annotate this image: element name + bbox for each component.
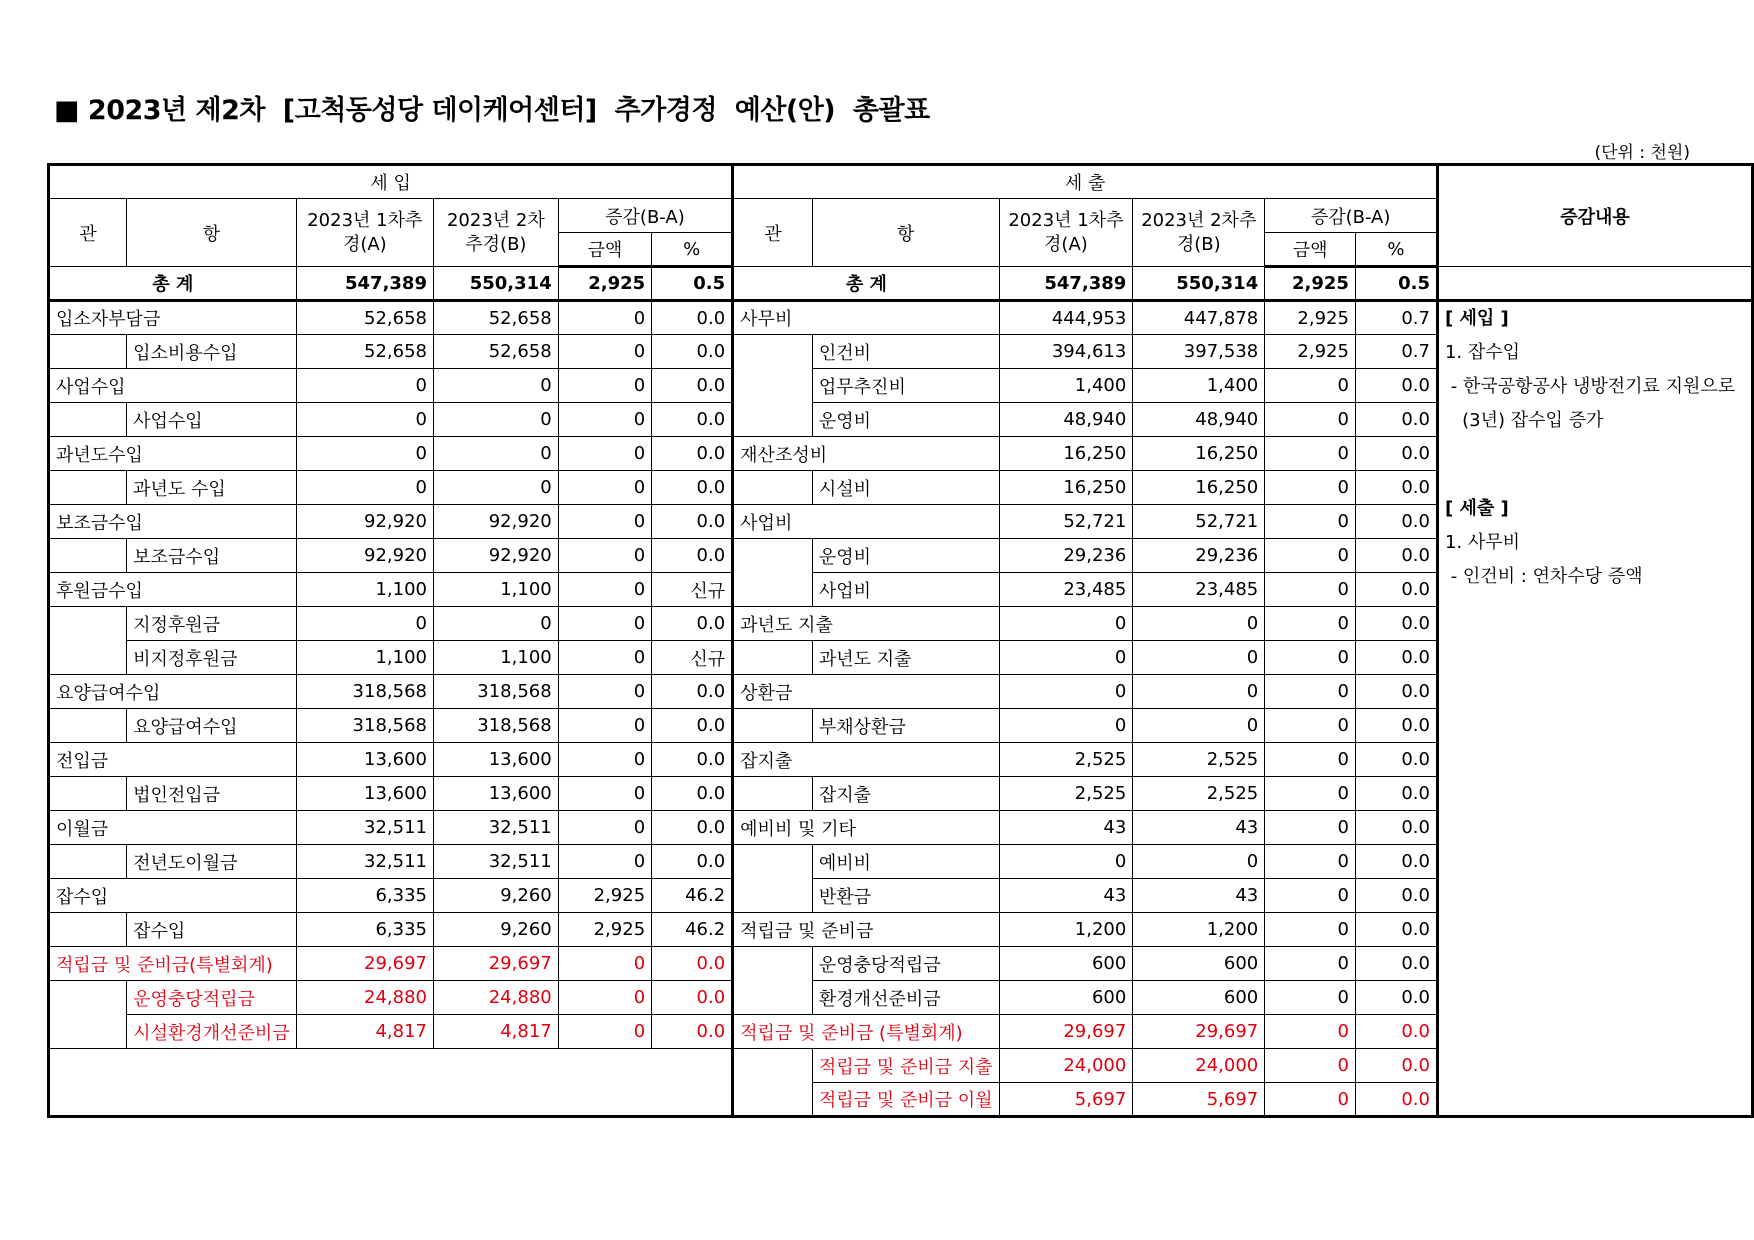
expense-total-diff: 2,925 <box>1265 267 1356 301</box>
expense-diff-cell: 0 <box>1265 675 1356 709</box>
total-row <box>49 267 1753 301</box>
income-b-cell: 52,658 <box>433 335 558 369</box>
expense-pct-cell: 0.0 <box>1355 777 1437 811</box>
expense-diff-cell: 0 <box>1265 981 1356 1015</box>
expense-pct-cell: 0.0 <box>1355 1015 1437 1049</box>
income-b-cell: 32,511 <box>433 845 558 879</box>
expense-gwan-empty <box>733 1049 813 1117</box>
income-a-cell: 0 <box>296 607 433 641</box>
expense-pct-cell: 0.0 <box>1355 811 1437 845</box>
notes-expense-desc: - 인건비 : 연차수당 증액 <box>1444 566 1643 587</box>
expense-gwan-empty <box>733 641 813 675</box>
expense-a-cell: 24,000 <box>999 1049 1133 1083</box>
expense-pct-cell: 0.7 <box>1355 301 1437 335</box>
income-pct-cell: 0.0 <box>652 845 733 879</box>
expense-diff-cell: 0 <box>1265 505 1356 539</box>
income-gwan-empty <box>49 777 127 811</box>
income-b-cell: 4,817 <box>433 1015 558 1049</box>
income-diff-cell: 2,925 <box>558 913 651 947</box>
total-notes-cell <box>1437 267 1752 301</box>
expense-diff-cell: 2,925 <box>1265 335 1356 369</box>
expense-a-cell: 0 <box>999 675 1133 709</box>
income-b-cell: 0 <box>433 437 558 471</box>
expense-diff-cell: 2,925 <box>1265 301 1356 335</box>
income-gwan-empty <box>49 845 127 879</box>
income-a-cell: 32,511 <box>296 811 433 845</box>
expense-gwan-empty <box>733 539 813 607</box>
income-hang-cell: 잡수입 <box>127 913 297 947</box>
income-gwan-empty <box>49 539 127 573</box>
income-b-cell: 92,920 <box>433 505 558 539</box>
expense-diff-cell: 0 <box>1265 1049 1356 1083</box>
expense-b-cell: 48,940 <box>1133 403 1265 437</box>
income-diff-cell: 0 <box>558 607 651 641</box>
income-a-cell: 92,920 <box>296 539 433 573</box>
income-a-cell: 6,335 <box>296 879 433 913</box>
income-gwan-cell: 사업수입 <box>49 369 297 403</box>
expense-diff-header: 증감(B-A) <box>1265 199 1438 233</box>
expense-b-cell: 43 <box>1133 811 1265 845</box>
income-diff-cell: 2,925 <box>558 879 651 913</box>
income-pct-cell: 0.0 <box>652 403 733 437</box>
income-pct-cell: 0.0 <box>652 709 733 743</box>
expense-b-cell: 0 <box>1133 675 1265 709</box>
income-pct-cell: 0.0 <box>652 811 733 845</box>
expense-gwan-cell: 적립금 및 준비금 (특별회계) <box>733 1015 999 1049</box>
income-diff-header: 증감(B-A) <box>558 199 732 233</box>
expense-diff-cell: 0 <box>1265 777 1356 811</box>
income-b-cell: 9,260 <box>433 913 558 947</box>
income-pct-cell: 46.2 <box>652 913 733 947</box>
income-gwan-cell: 잡수입 <box>49 879 297 913</box>
expense-hang-cell: 환경개선준비금 <box>812 981 999 1015</box>
expense-b-cell: 52,721 <box>1133 505 1265 539</box>
expense-col-b-header: 2023년 2차추경(B) <box>1133 199 1265 267</box>
expense-hang-cell: 운영비 <box>812 539 999 573</box>
income-a-cell: 318,568 <box>296 675 433 709</box>
expense-hang-cell: 인건비 <box>812 335 999 369</box>
income-total-pct: 0.5 <box>652 267 733 301</box>
expense-gwan-cell: 사업비 <box>733 505 999 539</box>
expense-header: 세 출 <box>733 165 1438 199</box>
income-hang-cell: 사업수입 <box>127 403 297 437</box>
income-col-b-header: 2023년 2차추경(B) <box>433 199 558 267</box>
expense-hang-cell: 잡지출 <box>812 777 999 811</box>
expense-gwan-cell: 잡지출 <box>733 743 999 777</box>
expense-b-cell: 23,485 <box>1133 573 1265 607</box>
expense-pct-cell: 0.0 <box>1355 437 1437 471</box>
expense-a-cell: 2,525 <box>999 777 1133 811</box>
income-a-cell: 13,600 <box>296 743 433 777</box>
expense-hang-cell: 적립금 및 준비금 이월 <box>812 1083 999 1117</box>
expense-gwan-empty <box>733 947 813 1015</box>
income-diff-cell: 0 <box>558 743 651 777</box>
income-diff-cell: 0 <box>558 675 651 709</box>
income-pct-cell: 0.0 <box>652 471 733 505</box>
expense-pct-cell: 0.0 <box>1355 981 1437 1015</box>
expense-a-cell: 48,940 <box>999 403 1133 437</box>
expense-pct-cell: 0.0 <box>1355 675 1437 709</box>
expense-a-cell: 0 <box>999 709 1133 743</box>
income-b-cell: 318,568 <box>433 709 558 743</box>
income-diff-cell: 0 <box>558 573 651 607</box>
income-diff-cell: 0 <box>558 539 651 573</box>
income-b-cell: 1,100 <box>433 641 558 675</box>
income-hang-cell: 입소비용수입 <box>127 335 297 369</box>
expense-pct-cell: 0.0 <box>1355 1083 1437 1117</box>
income-b-cell: 0 <box>433 607 558 641</box>
expense-a-cell: 23,485 <box>999 573 1133 607</box>
income-pct-cell: 신규 <box>652 641 733 675</box>
expense-hang-cell: 운영충당적립금 <box>812 947 999 981</box>
income-header: 세 입 <box>49 165 733 199</box>
income-a-cell: 92,920 <box>296 505 433 539</box>
expense-total-b: 550,314 <box>1133 267 1265 301</box>
income-b-cell: 318,568 <box>433 675 558 709</box>
expense-hang-cell: 과년도 지출 <box>812 641 999 675</box>
income-pct-cell: 0.0 <box>652 301 733 335</box>
expense-a-cell: 16,250 <box>999 437 1133 471</box>
income-pct-cell: 신규 <box>652 573 733 607</box>
notes-income-desc1: - 한국공항공사 냉방전기료 지원으로 <box>1444 376 1736 397</box>
income-empty-block <box>49 1049 733 1117</box>
income-gwan-empty <box>49 709 127 743</box>
income-a-cell: 52,658 <box>296 335 433 369</box>
expense-b-cell: 43 <box>1133 879 1265 913</box>
income-gwan-empty <box>49 403 127 437</box>
expense-gwan-empty <box>733 709 813 743</box>
income-a-cell: 32,511 <box>296 845 433 879</box>
expense-diff-cell: 0 <box>1265 947 1356 981</box>
income-a-cell: 0 <box>296 437 433 471</box>
income-pct-cell: 0.0 <box>652 539 733 573</box>
notes-expense-head: [ 세출 ] <box>1444 498 1509 519</box>
income-pct-cell: 0.0 <box>652 981 733 1015</box>
expense-gwan-empty <box>733 335 813 437</box>
income-a-cell: 0 <box>296 369 433 403</box>
income-b-cell: 13,600 <box>433 777 558 811</box>
expense-a-cell: 1,200 <box>999 913 1133 947</box>
income-gwan-empty <box>49 981 127 1049</box>
income-a-cell: 0 <box>296 471 433 505</box>
expense-pct-cell: 0.0 <box>1355 709 1437 743</box>
expense-pct-cell: 0.0 <box>1355 505 1437 539</box>
expense-a-cell: 52,721 <box>999 505 1133 539</box>
income-diff-cell: 0 <box>558 947 651 981</box>
header-row-1 <box>49 165 1753 199</box>
income-diff-cell: 0 <box>558 709 651 743</box>
expense-hang-cell: 반환금 <box>812 879 999 913</box>
expense-diff-cell: 0 <box>1265 471 1356 505</box>
income-b-cell: 24,880 <box>433 981 558 1015</box>
expense-gwan-empty <box>733 471 813 505</box>
expense-a-cell: 2,525 <box>999 743 1133 777</box>
income-pct-header: % <box>652 233 733 267</box>
income-gwan-header: 관 <box>49 199 127 267</box>
expense-pct-cell: 0.0 <box>1355 947 1437 981</box>
income-hang-cell: 지정후원금 <box>127 607 297 641</box>
income-b-cell: 52,658 <box>433 301 558 335</box>
income-pct-cell: 0.0 <box>652 505 733 539</box>
expense-b-cell: 0 <box>1133 641 1265 675</box>
income-a-cell: 4,817 <box>296 1015 433 1049</box>
expense-hang-cell: 예비비 <box>812 845 999 879</box>
income-b-cell: 92,920 <box>433 539 558 573</box>
expense-pct-cell: 0.0 <box>1355 539 1437 573</box>
income-gwan-cell: 적립금 및 준비금(특별회계) <box>49 947 297 981</box>
expense-pct-cell: 0.0 <box>1355 471 1437 505</box>
expense-hang-cell: 운영비 <box>812 403 999 437</box>
income-pct-cell: 0.0 <box>652 947 733 981</box>
expense-diff-cell: 0 <box>1265 811 1356 845</box>
expense-b-cell: 5,697 <box>1133 1083 1265 1117</box>
income-diff-cell: 0 <box>558 301 651 335</box>
expense-a-cell: 600 <box>999 947 1133 981</box>
expense-gwan-cell: 예비비 및 기타 <box>733 811 999 845</box>
income-hang-cell: 요양급여수입 <box>127 709 297 743</box>
income-diff-cell: 0 <box>558 1015 651 1049</box>
expense-b-cell: 29,697 <box>1133 1015 1265 1049</box>
expense-a-cell: 5,697 <box>999 1083 1133 1117</box>
income-diff-cell: 0 <box>558 845 651 879</box>
income-hang-cell: 운영충당적립금 <box>127 981 297 1015</box>
income-total-b: 550,314 <box>433 267 558 301</box>
expense-pct-cell: 0.0 <box>1355 403 1437 437</box>
expense-diff-cell: 0 <box>1265 403 1356 437</box>
expense-pct-header: % <box>1355 233 1437 267</box>
expense-a-cell: 43 <box>999 811 1133 845</box>
income-hang-header: 항 <box>127 199 297 267</box>
income-gwan-cell: 요양급여수입 <box>49 675 297 709</box>
expense-a-cell: 0 <box>999 607 1133 641</box>
income-pct-cell: 0.0 <box>652 1015 733 1049</box>
notes-expense-item: 1. 사무비 <box>1444 532 1521 553</box>
expense-b-cell: 0 <box>1133 845 1265 879</box>
expense-hang-cell: 업무추진비 <box>812 369 999 403</box>
expense-gwan-empty <box>733 845 813 913</box>
expense-b-cell: 0 <box>1133 607 1265 641</box>
expense-pct-cell: 0.0 <box>1355 573 1437 607</box>
income-hang-cell: 비지정후원금 <box>127 641 297 675</box>
expense-diff-cell: 0 <box>1265 743 1356 777</box>
income-hang-cell: 과년도 수입 <box>127 471 297 505</box>
expense-gwan-cell: 적립금 및 준비금 <box>733 913 999 947</box>
income-pct-cell: 0.0 <box>652 437 733 471</box>
expense-hang-cell: 사업비 <box>812 573 999 607</box>
expense-a-cell: 43 <box>999 879 1133 913</box>
expense-hang-cell: 시설비 <box>812 471 999 505</box>
income-b-cell: 29,697 <box>433 947 558 981</box>
expense-diff-cell: 0 <box>1265 573 1356 607</box>
expense-a-cell: 0 <box>999 845 1133 879</box>
expense-col-a-header: 2023년 1차추경(A) <box>999 199 1133 267</box>
income-gwan-cell: 과년도수입 <box>49 437 297 471</box>
income-a-cell: 1,100 <box>296 641 433 675</box>
income-b-cell: 0 <box>433 403 558 437</box>
expense-diff-cell: 0 <box>1265 607 1356 641</box>
income-hang-cell: 법인전입금 <box>127 777 297 811</box>
expense-a-cell: 0 <box>999 641 1133 675</box>
expense-b-cell: 600 <box>1133 981 1265 1015</box>
expense-a-cell: 16,250 <box>999 471 1133 505</box>
expense-diff-cell: 0 <box>1265 913 1356 947</box>
expense-diff-cell: 0 <box>1265 1015 1356 1049</box>
expense-diff-cell: 0 <box>1265 437 1356 471</box>
income-pct-cell: 0.0 <box>652 607 733 641</box>
income-gwan-cell: 후원금수입 <box>49 573 297 607</box>
notes-income-desc2: (3년) 잡수입 증가 <box>1444 410 1604 431</box>
income-pct-cell: 46.2 <box>652 879 733 913</box>
income-diff-cell: 0 <box>558 505 651 539</box>
income-hang-cell: 시설환경개선준비금 <box>127 1015 297 1049</box>
expense-amount-header: 금액 <box>1265 233 1356 267</box>
notes-cell <box>1437 301 1752 1117</box>
income-a-cell: 52,658 <box>296 301 433 335</box>
expense-pct-cell: 0.7 <box>1355 335 1437 369</box>
expense-total-pct: 0.5 <box>1355 267 1437 301</box>
income-amount-header: 금액 <box>558 233 651 267</box>
income-gwan-empty <box>49 607 127 675</box>
income-pct-cell: 0.0 <box>652 675 733 709</box>
expense-diff-cell: 0 <box>1265 641 1356 675</box>
expense-pct-cell: 0.0 <box>1355 845 1437 879</box>
income-pct-cell: 0.0 <box>652 777 733 811</box>
expense-pct-cell: 0.0 <box>1355 369 1437 403</box>
expense-b-cell: 2,525 <box>1133 777 1265 811</box>
expense-pct-cell: 0.0 <box>1355 1049 1437 1083</box>
expense-pct-cell: 0.0 <box>1355 743 1437 777</box>
expense-total-a: 547,389 <box>999 267 1133 301</box>
expense-gwan-header: 관 <box>733 199 813 267</box>
expense-b-cell: 29,236 <box>1133 539 1265 573</box>
expense-b-cell: 600 <box>1133 947 1265 981</box>
expense-b-cell: 0 <box>1133 709 1265 743</box>
expense-gwan-cell: 사무비 <box>733 301 999 335</box>
income-a-cell: 29,697 <box>296 947 433 981</box>
income-a-cell: 318,568 <box>296 709 433 743</box>
income-b-cell: 0 <box>433 471 558 505</box>
expense-b-cell: 16,250 <box>1133 437 1265 471</box>
income-total-diff: 2,925 <box>558 267 651 301</box>
expense-pct-cell: 0.0 <box>1355 607 1437 641</box>
income-gwan-empty <box>49 913 127 947</box>
expense-a-cell: 1,400 <box>999 369 1133 403</box>
budget-summary-table <box>47 163 1754 1118</box>
income-gwan-empty <box>49 471 127 505</box>
unit-label: (단위 : 천원) <box>1594 143 1690 163</box>
income-a-cell: 13,600 <box>296 777 433 811</box>
income-diff-cell: 0 <box>558 335 651 369</box>
expense-gwan-cell: 상환금 <box>733 675 999 709</box>
expense-gwan-cell: 재산조성비 <box>733 437 999 471</box>
expense-b-cell: 24,000 <box>1133 1049 1265 1083</box>
expense-a-cell: 29,236 <box>999 539 1133 573</box>
income-a-cell: 1,100 <box>296 573 433 607</box>
income-a-cell: 6,335 <box>296 913 433 947</box>
income-b-cell: 32,511 <box>433 811 558 845</box>
expense-diff-cell: 0 <box>1265 1083 1356 1117</box>
income-diff-cell: 0 <box>558 777 651 811</box>
expense-b-cell: 1,400 <box>1133 369 1265 403</box>
income-pct-cell: 0.0 <box>652 369 733 403</box>
expense-diff-cell: 0 <box>1265 369 1356 403</box>
expense-pct-cell: 0.0 <box>1355 641 1437 675</box>
income-total-a: 547,389 <box>296 267 433 301</box>
income-gwan-empty <box>49 335 127 369</box>
expense-a-cell: 394,613 <box>999 335 1133 369</box>
income-gwan-cell: 입소자부담금 <box>49 301 297 335</box>
income-hang-cell: 전년도이월금 <box>127 845 297 879</box>
expense-pct-cell: 0.0 <box>1355 913 1437 947</box>
expense-diff-cell: 0 <box>1265 709 1356 743</box>
expense-hang-cell: 적립금 및 준비금 지출 <box>812 1049 999 1083</box>
income-gwan-cell: 전입금 <box>49 743 297 777</box>
expense-b-cell: 16,250 <box>1133 471 1265 505</box>
income-col-a-header: 2023년 1차추경(A) <box>296 199 433 267</box>
income-diff-cell: 0 <box>558 811 651 845</box>
expense-diff-cell: 0 <box>1265 845 1356 879</box>
income-gwan-cell: 보조금수입 <box>49 505 297 539</box>
table-row <box>49 301 1753 335</box>
expense-diff-cell: 0 <box>1265 879 1356 913</box>
income-diff-cell: 0 <box>558 981 651 1015</box>
income-hang-cell: 보조금수입 <box>127 539 297 573</box>
expense-gwan-empty <box>733 777 813 811</box>
page-title: ■ 2023년 제2차 [고척동성당 데이케어센터] 추가경정 예산(안) 총괄표 <box>54 95 930 126</box>
notes-income-head: [ 세입 ] <box>1444 308 1509 329</box>
expense-a-cell: 444,953 <box>999 301 1133 335</box>
income-a-cell: 24,880 <box>296 981 433 1015</box>
expense-total-label: 총 계 <box>733 267 999 301</box>
income-a-cell: 0 <box>296 403 433 437</box>
income-b-cell: 9,260 <box>433 879 558 913</box>
income-diff-cell: 0 <box>558 369 651 403</box>
income-pct-cell: 0.0 <box>652 743 733 777</box>
income-gwan-cell: 이월금 <box>49 811 297 845</box>
notes-header: 증감내용 <box>1437 165 1752 267</box>
income-pct-cell: 0.0 <box>652 335 733 369</box>
expense-b-cell: 447,878 <box>1133 301 1265 335</box>
expense-hang-cell: 부채상환금 <box>812 709 999 743</box>
expense-a-cell: 29,697 <box>999 1015 1133 1049</box>
expense-pct-cell: 0.0 <box>1355 879 1437 913</box>
expense-hang-header: 항 <box>812 199 999 267</box>
notes-income-item: 1. 잡수입 <box>1444 342 1521 363</box>
income-diff-cell: 0 <box>558 437 651 471</box>
income-b-cell: 0 <box>433 369 558 403</box>
expense-b-cell: 1,200 <box>1133 913 1265 947</box>
income-b-cell: 13,600 <box>433 743 558 777</box>
income-diff-cell: 0 <box>558 471 651 505</box>
income-b-cell: 1,100 <box>433 573 558 607</box>
income-diff-cell: 0 <box>558 641 651 675</box>
expense-a-cell: 600 <box>999 981 1133 1015</box>
expense-b-cell: 397,538 <box>1133 335 1265 369</box>
expense-diff-cell: 0 <box>1265 539 1356 573</box>
expense-gwan-cell: 과년도 지출 <box>733 607 999 641</box>
income-diff-cell: 0 <box>558 403 651 437</box>
expense-b-cell: 2,525 <box>1133 743 1265 777</box>
income-total-label: 총 계 <box>49 267 297 301</box>
